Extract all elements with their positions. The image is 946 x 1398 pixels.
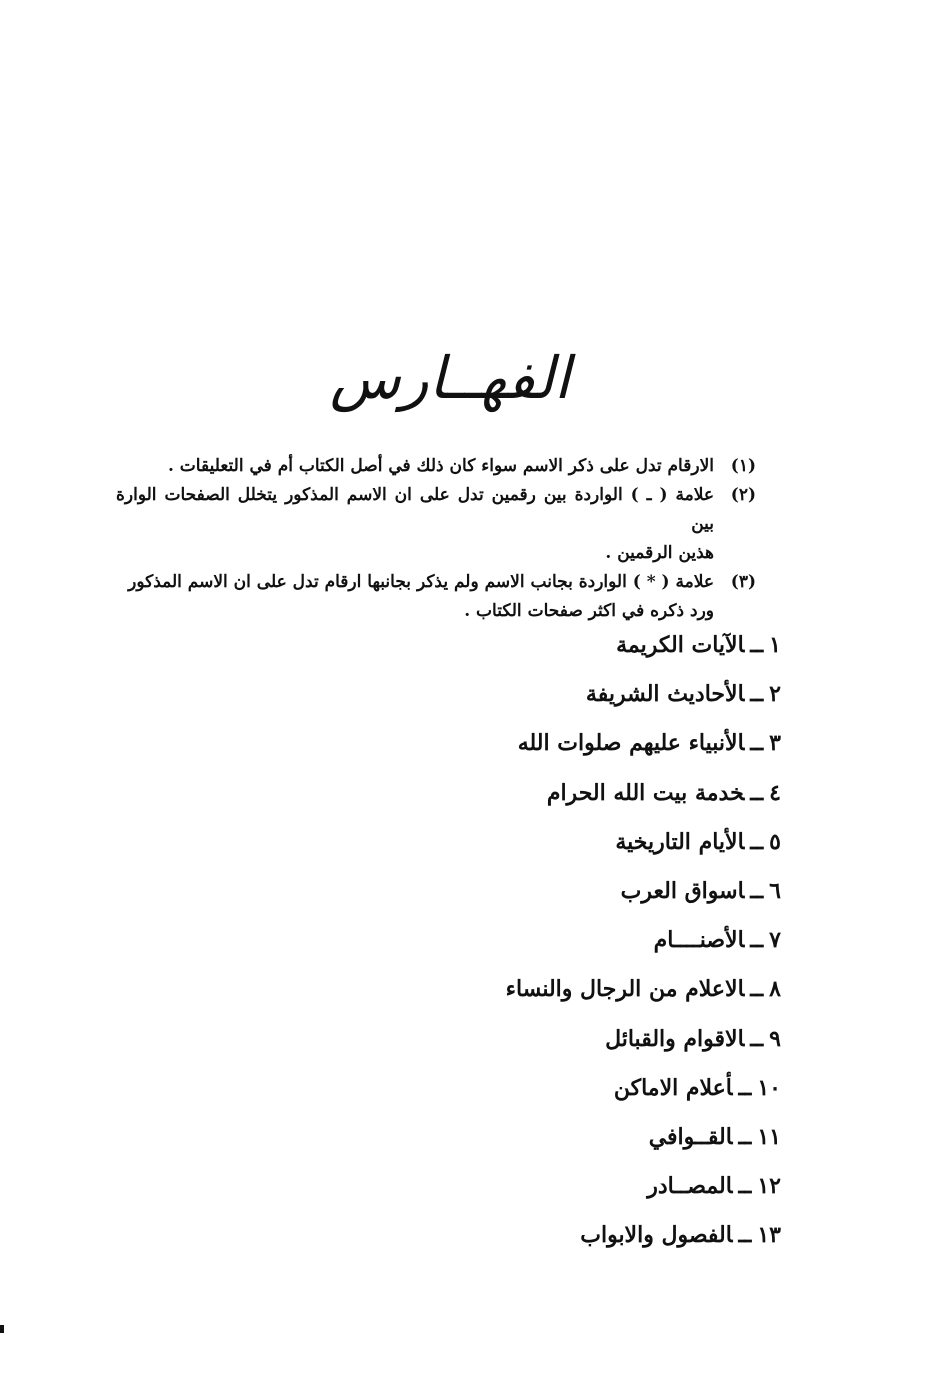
index-entry-label: الأحاديث الشريفة (585, 681, 745, 708)
index-entry-separator: ــ (750, 828, 764, 855)
index-entry (301, 1215, 781, 1264)
index-entry-separator: ــ (750, 730, 764, 757)
note-item (116, 568, 756, 626)
index-entry-separator: ــ (738, 1173, 752, 1200)
note-number: (٢) (730, 485, 756, 505)
index-entry-label: الأصنــــام (653, 927, 745, 954)
index-entry-separator: ــ (750, 1025, 764, 1052)
index-entry-label: الاعلام من الرجال والنساء (505, 976, 745, 1003)
note-line: علامة ( * ) الواردة بجانب الاسم ولم يذكر بجانبها ارقام تدل على ان الاسم المذكور (128, 572, 714, 592)
note-line: هذين الرقمين . (605, 543, 714, 563)
index-entry (301, 1166, 781, 1215)
index-entry-separator: ــ (750, 976, 764, 1003)
note-text (116, 568, 714, 626)
note-line: علامة ( ـ ) الواردة بين رقمين تدل على ان الاسم المذكور يتخلل الصفحات الوارة بين (116, 485, 714, 534)
index-entry (301, 773, 781, 822)
index-entry-number: ٩ (769, 1025, 781, 1052)
index-entry-label: اسواق العرب (620, 877, 745, 904)
index-entry-number: ٥ (769, 828, 781, 855)
index-entry (301, 625, 781, 674)
index-entry-number: ٨ (769, 976, 781, 1003)
index-entry-number: ٤ (769, 779, 781, 806)
index-entry-number: ١٠ (757, 1074, 781, 1101)
index-entry-label: الأنبياء عليهم صلوات الله (517, 730, 745, 757)
index-entry-number: ٧ (769, 927, 781, 954)
index-entry-separator: ــ (738, 1074, 752, 1101)
index-entry (301, 969, 781, 1018)
index-entry-label: خدمة بيت الله الحرام (546, 779, 745, 806)
index-entry-number: ١٢ (757, 1173, 781, 1200)
index-entry-number: ١ (769, 632, 781, 658)
notes-section (116, 452, 756, 626)
note-line: الارقام تدل على ذكر الاسم سواء كان ذلك في أصل الكتاب أم في التعليقات . (167, 456, 714, 476)
index-entry-separator: ــ (738, 1222, 752, 1249)
index-entry-separator: ــ (750, 877, 764, 904)
index-entry-number: ١١ (757, 1123, 781, 1150)
index-entry-separator: ــ (750, 681, 764, 708)
index-entry-separator: ــ (750, 779, 764, 806)
index-entry-number: ٦ (769, 877, 781, 904)
index-entry (301, 1117, 781, 1166)
note-text (116, 481, 714, 568)
index-entry-label: الفصول والابواب (580, 1222, 733, 1249)
index-entry-label: الاقوام والقبائل (605, 1025, 745, 1052)
index-entry-number: ٣ (769, 730, 781, 757)
note-number: (٣) (730, 572, 756, 592)
index-entry (301, 723, 781, 772)
index-entry (301, 871, 781, 920)
note-text (116, 452, 714, 481)
page-title: الفهــارس (329, 344, 571, 412)
index-entry-label: الأيام التاريخية (615, 828, 745, 855)
index-entry (301, 1019, 781, 1068)
index-entry (301, 674, 781, 723)
index-entry-number: ٢ (769, 681, 781, 708)
index-entry-label: الآيات الكريمة (616, 632, 745, 658)
index-entry-separator: ــ (750, 632, 764, 658)
index-entry-label: القــوافي (648, 1123, 733, 1150)
index-entry-separator: ــ (738, 1123, 752, 1150)
index-entry-label: المصــادر (647, 1173, 733, 1200)
note-line: ورد ذكره في اكثر صفحات الكتاب . (464, 601, 714, 621)
index-entry-number: ١٣ (757, 1222, 781, 1249)
index-entry-separator: ــ (750, 927, 764, 954)
index-entry (301, 1068, 781, 1117)
index-entry-label: أعلام الاماكن (613, 1074, 733, 1101)
note-item (116, 452, 756, 481)
note-item (116, 481, 756, 568)
note-number: (١) (730, 456, 756, 476)
index-entry (301, 920, 781, 969)
scan-speck (0, 1325, 4, 1333)
index-list (301, 625, 781, 1264)
index-entry (301, 822, 781, 871)
